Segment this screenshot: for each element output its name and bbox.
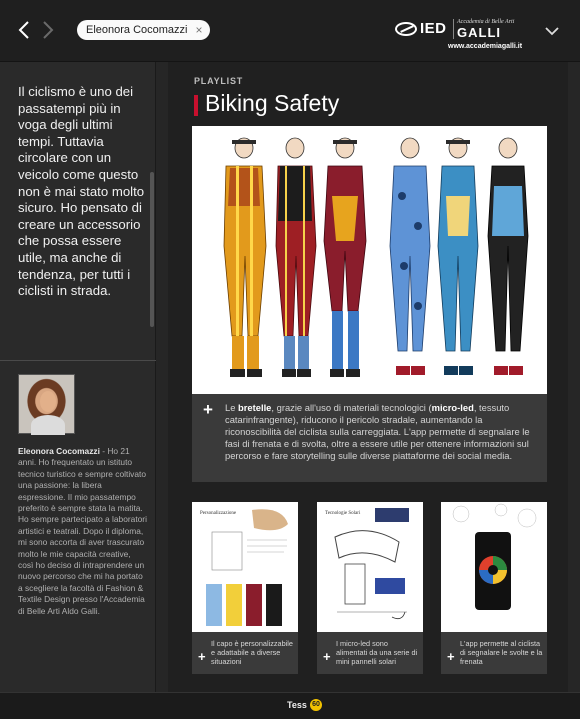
page-number-badge[interactable]: 60 bbox=[310, 699, 322, 711]
card-1-text: Il capo è personalizzabile e adattabile a diverse situazioni bbox=[211, 639, 293, 667]
bottom-bar bbox=[0, 692, 580, 719]
caption-part-1: Le bbox=[225, 402, 239, 413]
intro-text: Il ciclismo è uno dei passatempi più in voga degli ultimi tempi. Tuttavia circolare con un veicolo come questo non è mai stato molto sicuro. Ho pensato di creare un accessorio che possa essere utile, ma anche di tendenza, per tutti i ciclisti in strada. bbox=[18, 84, 145, 299]
detail-card-3[interactable] bbox=[441, 502, 547, 674]
card-3-app-mockup bbox=[441, 502, 547, 632]
avatar-shoulders bbox=[31, 415, 65, 435]
chevron-down-icon[interactable] bbox=[544, 26, 560, 36]
ied-mark-icon bbox=[395, 22, 417, 36]
card-2-text: I micro-led sono alimentati da una serie di mini pannelli solari bbox=[336, 639, 418, 667]
card-3-text: L'app permette al ciclista di segnalare le svolte e la frenata bbox=[460, 639, 543, 667]
plus-icon[interactable]: + bbox=[198, 649, 206, 664]
forward-button[interactable] bbox=[38, 18, 58, 42]
page-title: Biking Safety bbox=[205, 90, 340, 116]
publication-label: Tess bbox=[287, 700, 307, 710]
hero-illustration[interactable] bbox=[192, 126, 547, 394]
detail-card-2[interactable] bbox=[317, 502, 423, 674]
chevron-right-icon bbox=[42, 20, 54, 40]
detail-card-1[interactable] bbox=[192, 502, 298, 674]
sidebar-scrollbar[interactable] bbox=[150, 172, 154, 327]
plus-icon[interactable]: + bbox=[323, 649, 331, 664]
avatar bbox=[18, 374, 75, 434]
figure-1 bbox=[224, 138, 266, 377]
hero-caption bbox=[192, 394, 547, 482]
card-2-sketch-label: Tecnologie Solari bbox=[325, 511, 361, 516]
figure-3 bbox=[324, 138, 366, 377]
brand-accademia: Accademia di Belle Arti bbox=[457, 19, 515, 25]
figure-2 bbox=[276, 138, 316, 377]
plus-icon[interactable]: + bbox=[447, 649, 455, 664]
avatar-face bbox=[40, 391, 56, 412]
title-accent-bar bbox=[194, 95, 198, 116]
brand-url: www.accademiagalli.it bbox=[448, 43, 523, 50]
caption-part-3: , tessuto catarinfrangente), riducono il pericolo stradale, aumentando la riconoscibilità del ciclista sulla carreggiata. L'app permette di segnalare le fasi di frenata e di svolta, oltre a essere utile per ottenere informazioni sul percorso e fare storytelling sulle diverse piattaforme dei social media. bbox=[225, 402, 530, 461]
brand-logo[interactable] bbox=[395, 18, 523, 56]
chevron-left-icon bbox=[18, 20, 30, 40]
figure-5 bbox=[438, 138, 478, 375]
top-bar bbox=[0, 0, 580, 62]
caption-part-2: , grazie all'uso di materiali tecnologici ( bbox=[271, 402, 432, 413]
back-button[interactable] bbox=[14, 18, 34, 42]
card-2-sketch bbox=[317, 502, 423, 632]
sidebar bbox=[0, 62, 156, 692]
brand-divider bbox=[453, 19, 454, 39]
sidebar-divider bbox=[0, 360, 156, 361]
caption-bold-1: bretelle bbox=[238, 402, 272, 413]
close-icon[interactable]: × bbox=[195, 23, 203, 37]
card-1-sketch-label: Personalizzazione bbox=[200, 511, 237, 516]
figure-6 bbox=[488, 138, 528, 375]
detail-cards bbox=[192, 502, 548, 677]
card-1-sketch bbox=[192, 502, 298, 632]
ied-wordmark: IED bbox=[420, 20, 447, 37]
fashion-figures-illustration bbox=[192, 126, 547, 394]
author-filter-chip[interactable] bbox=[77, 20, 210, 40]
figure-4 bbox=[390, 138, 430, 375]
main-content bbox=[168, 62, 568, 692]
bio-name: Eleonora Cocomazzi bbox=[18, 446, 100, 456]
author-chip-label: Eleonora Cocomazzi bbox=[86, 24, 188, 36]
author-bio bbox=[18, 446, 148, 617]
caption-bold-2: micro-led bbox=[431, 402, 474, 413]
bio-text: - Ho 21 anni. Ho frequentato un istituto tecnico turistico e sempre coltivato una passione: la libera espressione. Il mio passatempo preferito è sempre stata la matita. Ho sempre partecipato a laboratori artistici e teatrali. Dopo il diploma, mi sono accorta di aver trascurato molto le mie capacità creative, così ho deciso di intraprendere un nuovo percorso che mi ha portato a scegliere la facoltà di Fashion & Textile Design presso l'Accademia di Belle Arti Aldo Galli. bbox=[18, 446, 147, 616]
brand-galli: GALLI bbox=[457, 25, 501, 40]
plus-icon[interactable]: + bbox=[203, 400, 213, 419]
ied-logo bbox=[395, 20, 447, 37]
section-eyebrow: PLAYLIST bbox=[194, 76, 244, 86]
